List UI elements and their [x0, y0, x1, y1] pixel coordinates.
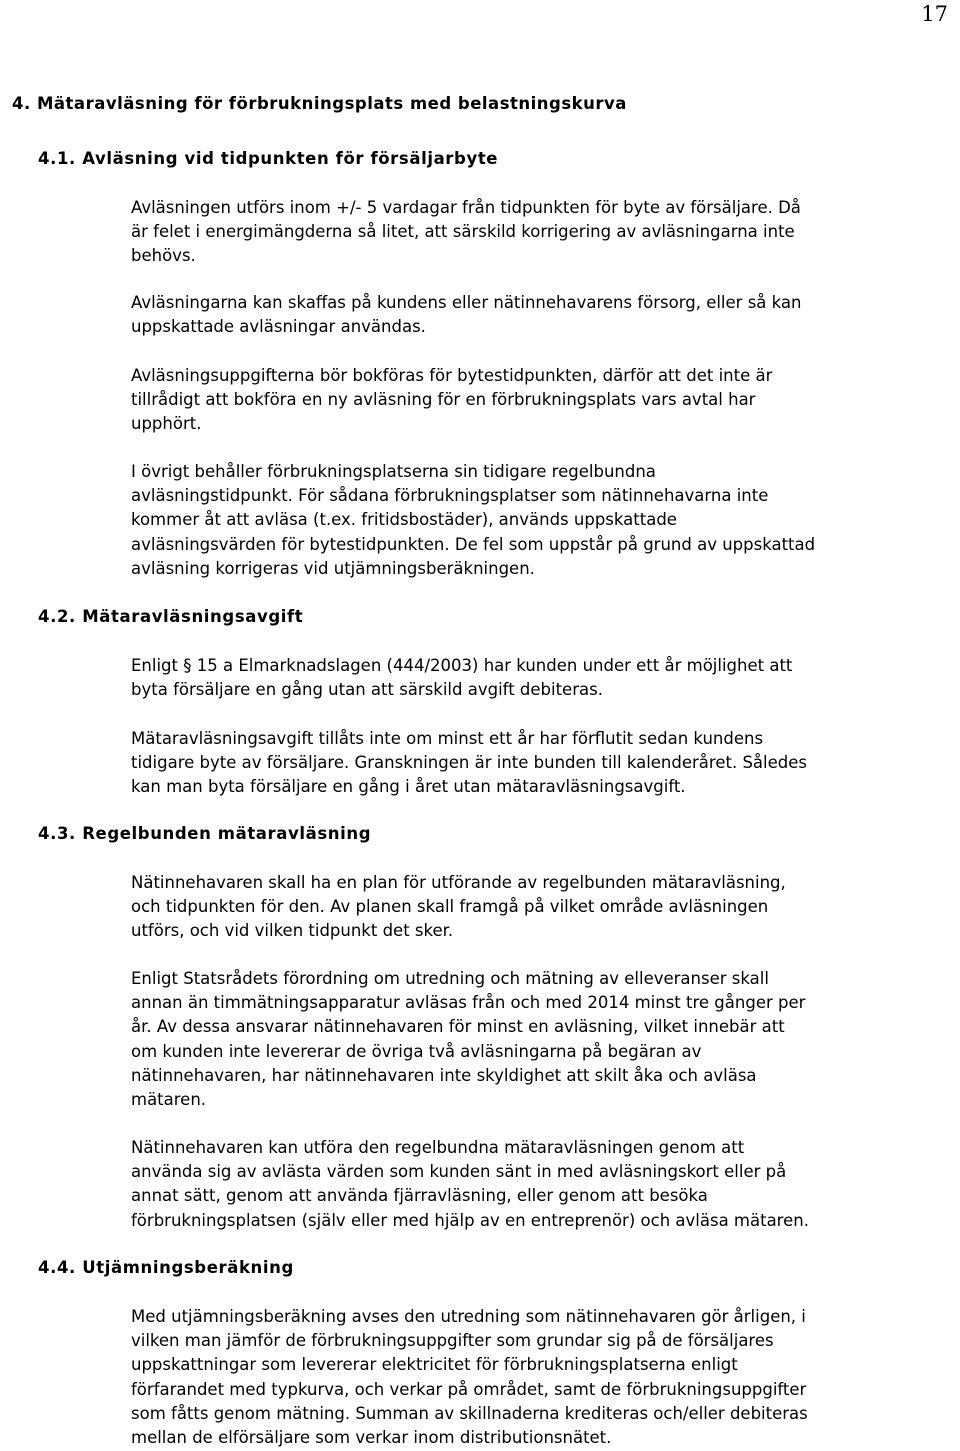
text-line: använda sig av avlästa värden som kunden sänt in med avläsningskort eller på [131, 1162, 787, 1182]
text-line: behövs. [131, 246, 196, 266]
section-heading-4: 4. Mätaravläsning för förbrukningsplats med belastningskurva [12, 94, 627, 113]
text-line: utförs, och vid vilken tidpunkt det sker. [131, 921, 454, 941]
paragraph-reading-methods [131, 1136, 955, 1233]
paragraph-government-decree [131, 967, 955, 1112]
paragraph-reading-bookkeeping [131, 364, 955, 437]
text-line: och tidpunkten för den. Av planen skall framgå på vilket område avläsningen [131, 897, 769, 917]
text-line: avläsning korrigeras vid utjämningsberäkningen. [131, 558, 535, 578]
text-line: byta försäljare en gång utan att särskild avgift debiteras. [131, 680, 603, 700]
text-line: tillrådigt att bokföra en ny avläsning för en förbrukningsplats vars avtal har [131, 390, 756, 410]
text-line: Enligt Statsrådets förordning om utredning och mätning av elleveranser skall [131, 969, 769, 988]
text-line: Avläsningarna kan skaffas på kundens eller nätinnehavarens försorg, eller så kan [131, 293, 802, 312]
text-line: Nätinnehavaren skall ha en plan för utförande av regelbunden mätaravläsning, [131, 873, 786, 892]
text-line: Med utjämningsberäkning avses den utredning som nätinnehavaren gör årligen, i [131, 1307, 806, 1326]
text-line: kan man byta försäljare en gång i året utan mätaravläsningsavgift. [131, 777, 686, 797]
text-line: som fåtts genom mätning. Summan av skillnaderna krediteras och/eller debiteras [131, 1403, 808, 1423]
text-line: är felet i energimängderna så litet, att särskild korrigering av avläsningarna inte [131, 222, 795, 242]
subsection-heading-4-3: 4.3. Regelbunden mätaravläsning [38, 824, 372, 843]
text-line: annan än timmätningsapparatur avläsas från och med 2014 minst tre gånger per [131, 993, 806, 1013]
text-line: upphört. [131, 414, 202, 434]
paragraph-balancing-calculation [131, 1305, 955, 1450]
text-line: uppskattade avläsningar användas. [131, 317, 426, 337]
text-line: avläsningsvärden för bytestidpunkten. De fel som uppstår på grund av uppskattad [131, 534, 816, 554]
paragraph-reading-plan [131, 871, 955, 944]
subsection-heading-4-4: 4.4. Utjämningsberäkning [38, 1258, 294, 1277]
paragraph-electricity-market-act [131, 654, 955, 702]
text-line: år. Av dessa ansvarar nätinnehavaren för minst en avläsning, vilket innebär att [131, 1017, 785, 1037]
text-line: Enligt § 15 a Elmarknadslagen (444/2003) har kunden under ett år möjlighet att [131, 656, 793, 675]
text-line: Avläsningen utförs inom +/- 5 vardagar från tidpunkten för byte av försäljare. Då [131, 198, 801, 217]
text-line: mätaren. [131, 1090, 207, 1110]
paragraph-regular-reading-time [131, 460, 955, 581]
text-line: tidigare byte av försäljare. Granskningen är inte bunden till kalenderåret. Således [131, 753, 807, 773]
text-line: avläsningstidpunkt. För sådana förbrukningsplatser som nätinnehavarna inte [131, 486, 769, 506]
subsection-heading-4-2: 4.2. Mätaravläsningsavgift [38, 607, 304, 626]
text-line: Mätaravläsningsavgift tillåts inte om minst ett år har förflutit sedan kundens [131, 729, 764, 748]
paragraph-reading-fee [131, 727, 955, 800]
text-line: kommer åt att avläsa (t.ex. fritidsbostäder), används uppskattade [131, 510, 677, 530]
text-line: uppskattningar som levererar elektricitet för förbrukningsplatserna enligt [131, 1355, 738, 1375]
text-line: vilken man jämför de förbrukningsuppgifter som grundar sig på de försäljares [131, 1331, 774, 1351]
text-line: Avläsningsuppgifterna bör bokföras för bytestidpunkten, därför att det inte är [131, 366, 773, 385]
text-line: förfarandet med typkurva, och verkar på området, samt de förbrukningsuppgifter [131, 1379, 807, 1399]
text-line: mellan de elförsäljare som verkar inom distributionsnätet. [131, 1428, 612, 1448]
page-number: 17 [921, 2, 948, 26]
text-line: annat sätt, genom att använda fjärravläsning, eller genom att besöka [131, 1186, 708, 1206]
text-line: I övrigt behåller förbrukningsplatserna sin tidigare regelbundna [131, 462, 656, 481]
paragraph-reading-source [131, 291, 955, 339]
subsection-heading-4-1: 4.1. Avläsning vid tidpunkten för försäljarbyte [38, 149, 499, 168]
text-line: om kunden inte levererar de övriga två avläsningarna på begäran av [131, 1041, 702, 1061]
paragraph-reading-window [131, 196, 955, 269]
text-line: Nätinnehavaren kan utföra den regelbundna mätaravläsningen genom att [131, 1138, 745, 1157]
text-line: nätinnehavaren, har nätinnehavaren inte skyldighet att skilt åka och avläsa [131, 1065, 757, 1085]
text-line: förbrukningsplatsen (själv eller med hjälp av en entreprenör) och avläsa mätaren. [131, 1210, 809, 1230]
